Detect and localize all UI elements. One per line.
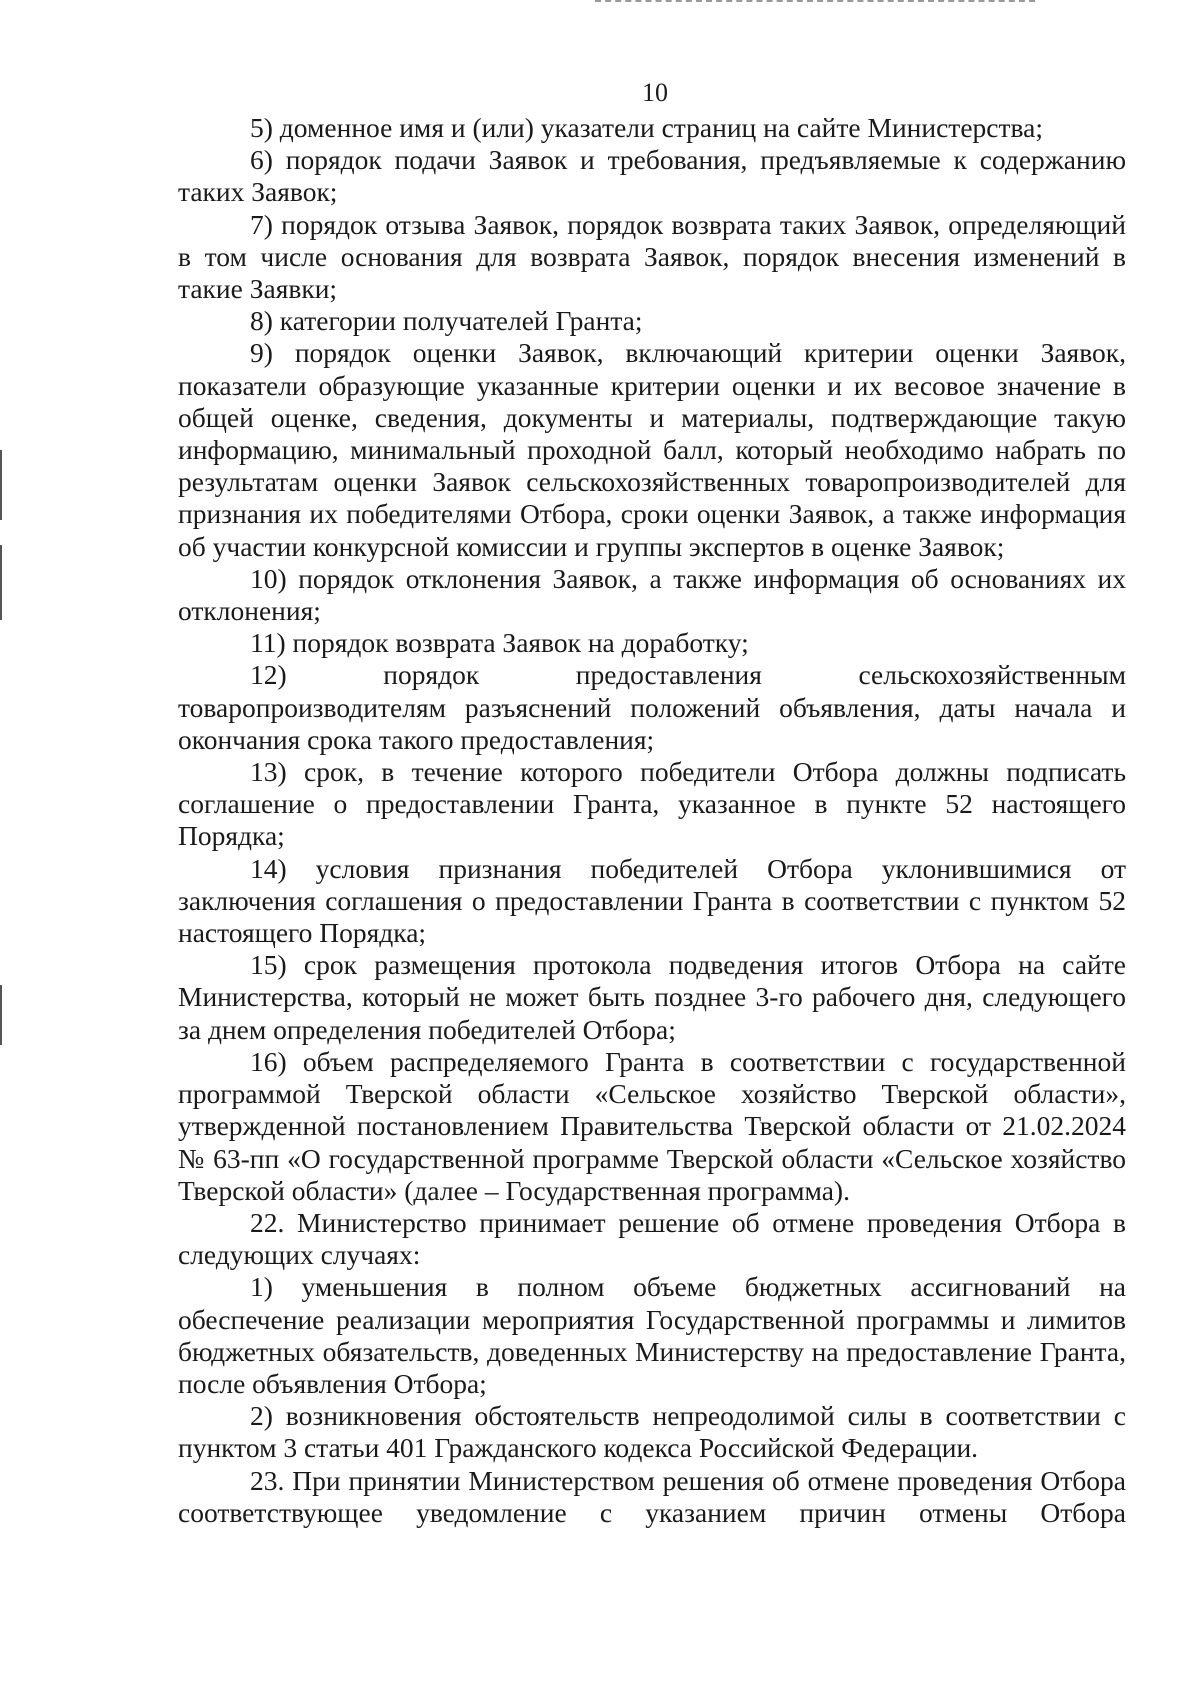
page-number: 10 xyxy=(642,78,668,107)
list-item: 1) уменьшения в полном объеме бюджетных ассигнований на обеспечение реализации мероприятия Государственной программы и лимитов бюджетных обязательств, доведенных Министерству на предоставление Гранта, после объявления Отбора; xyxy=(178,1271,1126,1399)
list-item: 13) срок, в течение которого победители Отбора должны подписать соглашение о предоставлении Гранта, указанное в пункте 52 настоящего Порядка; xyxy=(178,756,1126,852)
list-item: 11) порядок возврата Заявок на доработку; xyxy=(250,627,749,659)
scan-artifact-edge xyxy=(0,545,2,620)
list-item: 16) объем распределяемого Гранта в соответствии с государственной программой Тверской области «Сельское хозяйство Тверской области», утвержденной постановлением Правительства Тверской области от 21.02.2024 № 63-пп «О государственной программе Тверской области «Сельское хозяйство Тверской области» (далее – Государственная программа). xyxy=(178,1045,1126,1206)
scan-artifact-edge xyxy=(0,450,2,520)
list-item: 12) порядок предоставления сельскохозяйственным товаропроизводителям разъяснений положений объявления, даты начала и окончания срока такого предоставления; xyxy=(178,659,1126,755)
document-body xyxy=(178,112,1126,1529)
scan-artifact-dash xyxy=(595,0,1035,2)
scan-artifact-edge xyxy=(0,985,2,1045)
list-item: 5) доменное имя и (или) указатели страниц на сайте Министерства; xyxy=(250,112,1043,143)
list-item: 10) порядок отклонения Заявок, а также информация об основаниях их отклонения; xyxy=(178,562,1126,627)
list-item: 15) срок размещения протокола подведения итогов Отбора на сайте Министерства, который не может быть позднее 3-го рабочего дня, следующего за днем определения победителей Отбора; xyxy=(178,949,1126,1045)
list-item: 14) условия признания победителей Отбора уклонившимися от заключения соглашения о предоставлении Гранта в соответствии с пунктом 52 настоящего Порядка; xyxy=(178,852,1126,949)
list-item: 8) категории получателей Гранта; xyxy=(250,305,643,337)
section-paragraph: 22. Министерство принимает решение об отмене проведения Отбора в следующих случаях: xyxy=(178,1206,1126,1271)
section-paragraph: 23. При принятии Министерством решения об отмене проведения Отбора соответствующее уведомление с указанием причин отмены Отбора xyxy=(178,1464,1126,1528)
list-item: 7) порядок отзыва Заявок, порядок возврата таких Заявок, определяющий в том числе основания для возврата Заявок, порядок внесения изменений в такие Заявки; xyxy=(178,208,1126,305)
list-item: 2) возникновения обстоятельств непреодолимой силы в соответствии с пунктом 3 статьи 401 Гражданского кодекса Российской Федерации. xyxy=(178,1400,1126,1464)
list-item: 9) порядок оценки Заявок, включающий критерии оценки Заявок, показатели образующие указанные критерии оценки и их весовое значение в общей оценке, сведения, документы и материалы, подтверждающие такую информацию, минимальный проходной балл, который необходимо набрать по результатам оценки Заявок сельскохозяйственных товаропроизводителей для признания их победителями Отбора, сроки оценки Заявок, а также информация об участии конкурсной комиссии и группы экспертов в оценке Заявок; xyxy=(178,337,1126,562)
list-item: 6) порядок подачи Заявок и требования, предъявляемые к содержанию таких Заявок; xyxy=(178,144,1126,208)
